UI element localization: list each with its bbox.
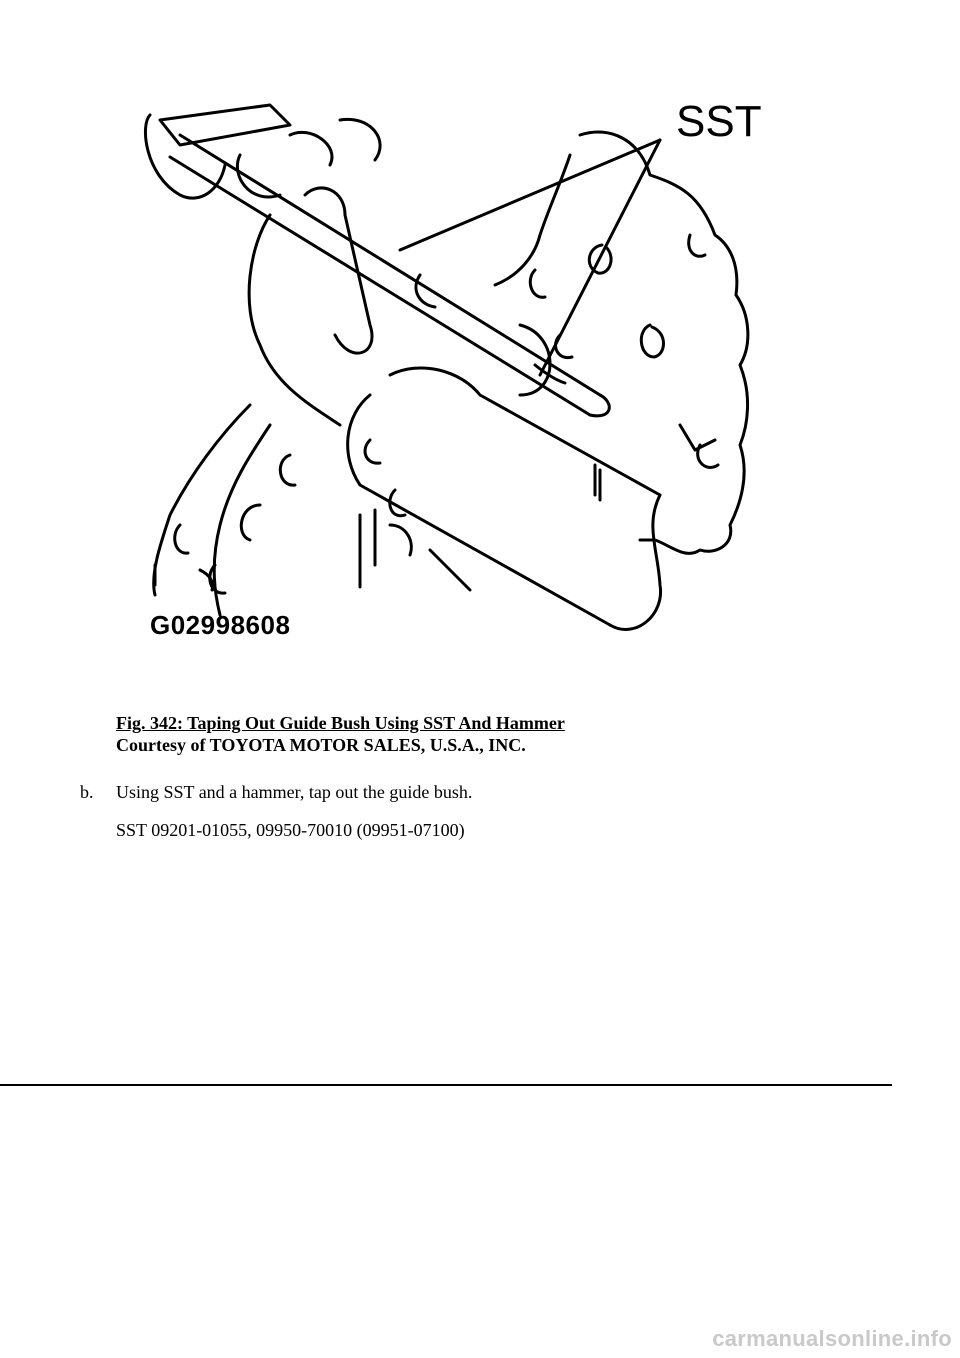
engine-hole [365,440,380,463]
sst-rod-top [180,135,600,395]
bottom-stroke [390,525,411,555]
figure-credit: Courtesy of TOYOTA MOTOR SALES, U.S.A., INC. [116,735,526,755]
engine-hole [280,455,295,485]
sleeve-tube [348,395,610,625]
figure-caption [116,712,565,756]
illustration-drawing [140,95,780,655]
callout-leader-1 [400,140,660,250]
block-contour [495,155,570,285]
sleeve-tube-top [390,368,660,495]
bottom-stroke [680,425,715,450]
thumb [305,188,372,353]
step-text: Using SST and a hammer, tap out the guide bush. [116,782,473,802]
bottom-stroke [430,550,470,590]
hand-outline [249,215,340,425]
engine-hole [175,525,188,553]
image-code-label: G02998608 [150,610,291,640]
figure-title[interactable]: Fig. 342: Taping Out Guide Bush Using SST And Hammer [116,713,565,733]
engine-hole [241,505,260,540]
hammer-handle [160,105,290,145]
sleeve-end [610,495,661,629]
site-watermark: carmanualsonline.info [712,1326,952,1351]
procedure-step [80,781,472,803]
engine-part-left [154,405,250,595]
step-marker: b. [80,782,94,802]
sst-callout-label: SST [676,97,762,146]
block-hole [689,235,705,256]
sst-numbers: SST 09201-01055, 09950-70010 (09951-07100) [116,820,465,840]
block-hole [530,270,545,297]
technical-illustration [140,95,780,655]
block-hole [641,325,663,357]
sst-rod-tip [590,395,609,416]
page-divider [0,1084,892,1086]
